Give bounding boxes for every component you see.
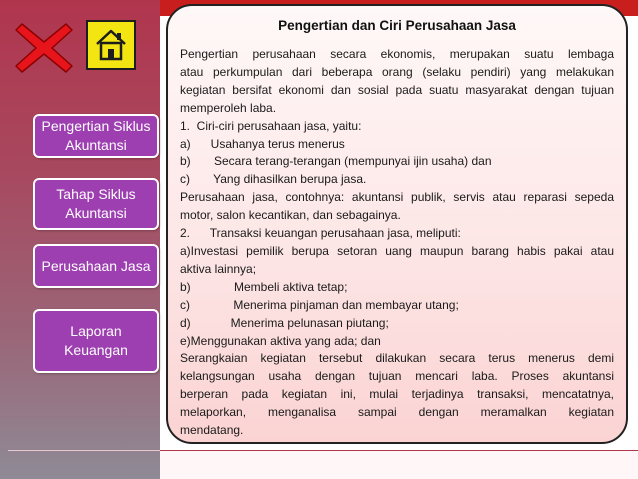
page-title: Pengertian dan Ciri Perusahaan Jasa bbox=[278, 18, 516, 33]
text-line: mendatang. bbox=[180, 423, 244, 438]
text-line: c) Menerima pinjaman dan membayar utang; bbox=[180, 297, 459, 312]
text-line: melaporkan, menganalisa sampai dengan meramalkan kegiatan bbox=[180, 405, 614, 420]
text-line: 1. Ciri-ciri perusahaan jasa, yaitu: bbox=[180, 118, 362, 133]
sidebar-divider bbox=[8, 450, 160, 451]
text-line: b) Membeli aktiva tetap; bbox=[180, 279, 348, 294]
text-line: atau perkumpulan dari beberapa orang (selaku pendiri) yang melakukan bbox=[180, 64, 614, 79]
text-line: c) Yang dihasilkan berupa jasa. bbox=[180, 172, 367, 187]
text-line: memperoleh laba. bbox=[180, 100, 277, 115]
nav-label: Perusahaan Jasa bbox=[41, 257, 151, 274]
close-button[interactable] bbox=[14, 20, 74, 76]
nav-label: Tahap Siklus Akuntansi bbox=[56, 186, 136, 221]
nav-label: Pengertian Siklus Akuntansi bbox=[41, 118, 151, 153]
bottom-bar bbox=[160, 450, 638, 479]
text-line: 2. Transaksi keuangan perusahaan jasa, meliputi: bbox=[180, 226, 461, 241]
home-icon bbox=[94, 27, 128, 63]
nav-laporan-keuangan[interactable] bbox=[33, 309, 159, 373]
text-line: a) Usahanya terus menerus bbox=[180, 136, 345, 151]
text-line: Perusahaan jasa, contohnya: akuntansi publik, servis atau reparasi sepeda bbox=[180, 190, 614, 205]
home-button[interactable] bbox=[86, 20, 136, 70]
red-x-icon bbox=[14, 20, 74, 76]
text-line: a)Investasi pemilik berupa setoran uang maupun barang habis pakai atau bbox=[180, 243, 614, 258]
bottom-divider bbox=[160, 450, 638, 451]
nav-tahap-siklus-akuntansi[interactable] bbox=[33, 178, 159, 230]
text-line: kegiatan bersifat ekonomi dan sosial pada suatu masyarakat dengan tujuan bbox=[180, 82, 614, 97]
text-line: motor, salon kecantikan, dan sebagainya. bbox=[180, 208, 401, 223]
text-line: aktiva lainnya; bbox=[180, 261, 257, 276]
text-line: d) Menerima pelunasan piutang; bbox=[180, 315, 389, 330]
text-line: Pengertian perusahaan secara ekonomis, merupakan suatu lembaga bbox=[180, 47, 614, 61]
nav-perusahaan-jasa[interactable] bbox=[33, 244, 159, 288]
text-line: kelangsungan usaha dengan tujuan mencari laba. Proses akuntansi bbox=[180, 369, 614, 384]
text-line: e)Menggunakan aktiva yang ada; dan bbox=[180, 333, 381, 348]
text-line: Serangkaian kegiatan tersebut dilakukan secara terus menerus demi bbox=[180, 351, 614, 366]
content-text bbox=[180, 46, 614, 440]
content-panel bbox=[166, 4, 628, 444]
nav-pengertian-siklus-akuntansi[interactable] bbox=[33, 114, 159, 158]
text-line: berperan pada kegiatan ini, mulai terjadinya transaksi, mencatatnya, bbox=[180, 387, 614, 402]
text-line: b) Secara terang-terangan (mempunyai ijin usaha) dan bbox=[180, 154, 492, 169]
nav-label: Laporan Keuangan bbox=[64, 323, 128, 358]
